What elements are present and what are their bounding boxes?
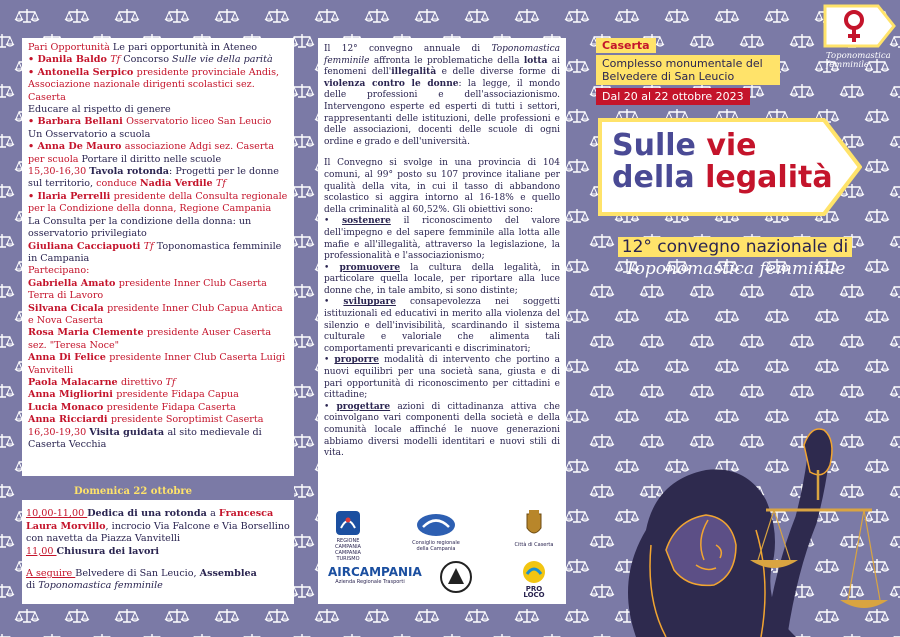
talk-title: Portare il diritto nelle scuole <box>81 153 222 165</box>
text: ai fenomeni dell' <box>324 55 561 78</box>
moderator-name: Nadia Verdile <box>139 178 216 190</box>
subtitle-line-italic: Toponomastica femminile <box>624 259 846 279</box>
city-crest-icon <box>524 510 544 540</box>
session-time: 11,00 <box>26 545 57 557</box>
session-time: 15,30-16,30 <box>28 166 90 178</box>
participant-role: direttivo <box>121 376 166 388</box>
text: lotta <box>523 55 548 66</box>
participant-role: presidente Inner Club Caserta Terra di Lavoro <box>28 277 267 302</box>
talk-title: Educare al rispetto di genere <box>28 104 171 116</box>
objective-item: • proporre modalità di intervento che portino a nuovi equilibri per una società sana, giusta e di pari opportunità di riconoscimento per cittadini e cittadine; <box>324 355 560 401</box>
session-label: Pari Opportunità <box>28 42 113 53</box>
objective-item: • progettare azioni di cittadinanza attiva che coinvolgano vari componenti della società e della comunità locale affinché le nuove generazioni abbiamo diversi modelli identitari e nuovi stili di vita. <box>324 401 561 459</box>
pro-loco-logo <box>514 560 554 598</box>
program-sunday-panel <box>22 484 294 604</box>
title-word: vie <box>706 128 757 163</box>
objective-item: • sviluppare consapevolezza nei soggetti istituzionali ed educativi in merito alla violenza del silenzio e dell'invisibilità, scardinando il sistema culturale e valoriale che alimenta tali comportamenti prevaricanti e discriminatori; <box>324 297 561 354</box>
association-seal-logo <box>438 560 474 596</box>
speaker-role: presidente provinciale Andis, Associazione nazionale dirigenti scolastici sez. Caserta <box>28 66 280 103</box>
tf-mark: Tf <box>110 54 124 66</box>
seal-icon <box>439 560 473 594</box>
text: e delle diverse forme di <box>436 67 560 78</box>
participant-name: Rosa Maria Clemente <box>28 327 147 339</box>
title-word: legalità <box>705 160 833 195</box>
session-title: Assemblea <box>199 568 257 580</box>
org-name: Toponomastica femminile <box>38 580 163 592</box>
participant-role: presidente Inner Club Capua Antica e Nova Caserta <box>28 302 283 326</box>
sponsor-logos <box>318 506 566 604</box>
session-time: 16,30-19,30 <box>28 426 90 438</box>
intro-paragraph <box>324 44 560 148</box>
logo-text: Azienda Regionale Trasporti <box>335 579 405 585</box>
speaker-role: Osservatorio liceo San Leucio <box>126 116 272 128</box>
session-desc: di <box>26 580 39 592</box>
consiglio-regionale-logo <box>406 512 466 552</box>
session-title: Tavola rotonda <box>89 166 170 178</box>
event-title <box>612 130 833 194</box>
event-title-sign <box>598 118 862 216</box>
session-time: 10,00-11,00 <box>26 508 88 520</box>
participant-name: Anna Ricciardi <box>28 414 111 426</box>
logo-text: Consiglio regionale <box>412 540 460 546</box>
consiglio-regionale-icon <box>415 512 457 538</box>
title-word: Sulle <box>612 128 707 163</box>
followup-label: A seguire <box>26 568 76 580</box>
logo-text: AIRCAMPANIA <box>328 565 422 579</box>
logo-text: Città di Caserta <box>514 542 554 548</box>
objective-verb: proporre <box>334 355 379 366</box>
speaker-name: Giuliana Cacciapuoti <box>28 240 144 252</box>
participant-role: presidente Fidapa Caserta <box>106 401 236 413</box>
dedicatee-name: Francesca Laura Morvillo <box>26 508 274 532</box>
objective-text: azioni di cittadinanza attiva che coinvolgano vari componenti della società e della comunità locale affinché le nuove generazioni abbiamo diversi modelli identitari e nuovi stili di vita. <box>324 401 561 459</box>
logo-text: CAMPANIA TURISMO <box>335 550 361 562</box>
event-location <box>596 34 780 105</box>
logo-text: femminile <box>826 60 869 70</box>
talk-title: Concorso <box>123 54 173 66</box>
speaker-name: • Ilaria Perrelli <box>28 190 114 202</box>
session-desc: al sito medievale di Caserta Vecchia <box>28 426 262 450</box>
session-title: Chiusura dei lavori <box>56 545 160 557</box>
moderator-label: conduce <box>96 178 140 190</box>
objective-text: modalità di intervento che portino a nuovi equilibri per una società sana, giusta e di pari opportunità di riconoscimento per cittadini e cittadine; <box>324 355 560 401</box>
text: Toponomastica femminile <box>324 44 560 66</box>
aircampania-logo <box>328 565 422 585</box>
objective-verb: progettare <box>336 401 391 412</box>
event-venue: Complesso monumentale del Belvedere di San Leucio <box>596 55 780 85</box>
objective-verb: sostenere <box>342 216 391 227</box>
objective-text: il riconoscimento del valore dell'impegno e del sapere femminile alla lotta alle mafie e all'illegalità, attraverso la legislazione, la professionalità e l'associazionismo; <box>324 216 560 262</box>
speaker-role: associazione Adgi sez. Caserta per scuola <box>28 141 275 165</box>
context-paragraph: Il Convegno si svolge in una provincia di 104 comuni, al 99° posto su 107 province italiane per qualità della vita, in cui il tasso di abbandono scolastico si aggira intorno al 16-18% e quello della criminalità al 60,52%. Gli obiettivi sono: <box>324 158 560 215</box>
participants-heading: Partecipano: <box>28 265 90 277</box>
speaker-name: • Danila Baldo <box>28 54 111 66</box>
regione-campania-icon <box>333 510 363 536</box>
talk-title: La Consulta per la condizione della donna: un osservatorio privilegiato <box>28 215 252 240</box>
pro-loco-icon <box>522 560 546 584</box>
objective-item: • promuovere la cultura della legalità, in particolare quella locale, per riportare alla luce donne che, in tale ambito, si sono distinte; <box>324 262 560 296</box>
woman-with-scales-illustration <box>596 410 900 637</box>
logo-text: PRO LOCO <box>523 585 545 599</box>
participant-role: presidente Soroptimist Caserta <box>110 414 264 426</box>
road-sign-venus-icon <box>822 2 898 52</box>
speaker-name: • Barbara Bellani <box>28 116 127 128</box>
participant-name: Gabriella Amato <box>28 277 119 289</box>
citta-di-caserta-logo <box>514 510 554 548</box>
participant-role: presidente Inner Club Caserta Luigi Vanvitelli <box>28 352 286 376</box>
tf-mark: Tf <box>215 178 226 190</box>
day-heading: Domenica 22 ottobre <box>22 484 294 500</box>
logo-text: REGIONE CAMPANIA <box>335 538 361 550</box>
session-desc: a <box>210 508 219 520</box>
speaker-name: • Anna De Mauro <box>28 141 125 153</box>
participant-name: Anna Migliorini <box>28 389 117 401</box>
session-title: Le pari opportunità in Ateneo <box>112 42 258 53</box>
talk-title: Toponomastica femminile in Campania <box>28 240 282 264</box>
objective-text: consapevolezza nei soggetti istituzionali ed educativi in merito alla violenza del silenzio e dell'invisibilità, scardinando il sistema culturale e valoriale che alimenta tali comportamenti prevaricanti e discriminatori; <box>324 297 561 354</box>
logo-text: della Campania <box>416 546 456 552</box>
regione-campania-logo <box>326 510 370 562</box>
participant-name: Paola Malacarne <box>28 376 122 388</box>
text: affronta le problematiche della <box>369 55 524 66</box>
objective-verb: sviluppare <box>343 297 396 308</box>
toponomastica-logo <box>822 2 898 76</box>
objective-verb: promuovere <box>339 262 401 273</box>
talk-title-italic: Sulle vie della parità <box>172 54 273 66</box>
subtitle-line <box>604 237 866 257</box>
tf-mark: Tf <box>143 240 157 252</box>
participant-role: presidente Fidapa Capua <box>116 389 239 401</box>
subtitle-text: 12° convegno nazionale di <box>618 237 852 257</box>
text: Il 12° convegno annuale di <box>324 44 492 54</box>
session-title: Visita guidata <box>89 426 168 438</box>
participant-name: Lucia Monaco <box>28 401 107 413</box>
text: : la legge, il mondo delle professioni e dell'associazionismo. Intervengono esperte ed esperti di tutti i settori, rappresentanti delle istituzioni, delle professioni e delle associazioni, docenti delle scuole di ogni ordine e grado e dell'università. <box>324 78 560 147</box>
speaker-name: • Antonella Serpico <box>28 66 137 78</box>
objective-text: la cultura della legalità, in particolare quella locale, per riportare alla luce donne che, in tale ambito, si sono distinte; <box>324 262 560 296</box>
title-word: della <box>612 160 706 195</box>
logo-text: Toponomastica <box>826 51 891 61</box>
talk-title: Un Osservatorio a scuola <box>28 128 151 140</box>
participant-name: Silvana Cicala <box>28 302 108 314</box>
text: illegalità <box>391 67 437 78</box>
tf-mark: Tf <box>165 376 176 388</box>
program-saturday-panel <box>22 38 294 476</box>
event-dates: Dal 20 al 22 ottobre 2023 <box>596 88 750 105</box>
session-desc: , incrocio Via Falcone e Via Borsellino con navetta da Piazza Vanvitelli <box>26 520 290 545</box>
session-desc: : Progetti per le donne sul territorio, <box>28 166 279 190</box>
participant-name: Anna Di Felice <box>28 352 110 364</box>
event-subtitle <box>604 237 866 279</box>
speaker-role: presidente della Consulta regionale per la Condizione della donna, Regione Campania <box>28 190 288 215</box>
participant-role: presidente Auser Caserta sez. "Teresa Noce" <box>28 327 272 351</box>
session-title: Dedica di una rotonda <box>87 508 211 520</box>
session-place: Belvedere di San Leucio, <box>75 568 200 580</box>
objective-item: • sostenere il riconoscimento del valore dell'impegno e del sapere femminile alla lotta alle mafie e all'illegalità, attraverso la legislazione, la professionalità e l'associazionismo; <box>324 216 560 262</box>
text: violenza contro le donne <box>324 78 459 89</box>
event-city: Caserta <box>596 38 656 53</box>
